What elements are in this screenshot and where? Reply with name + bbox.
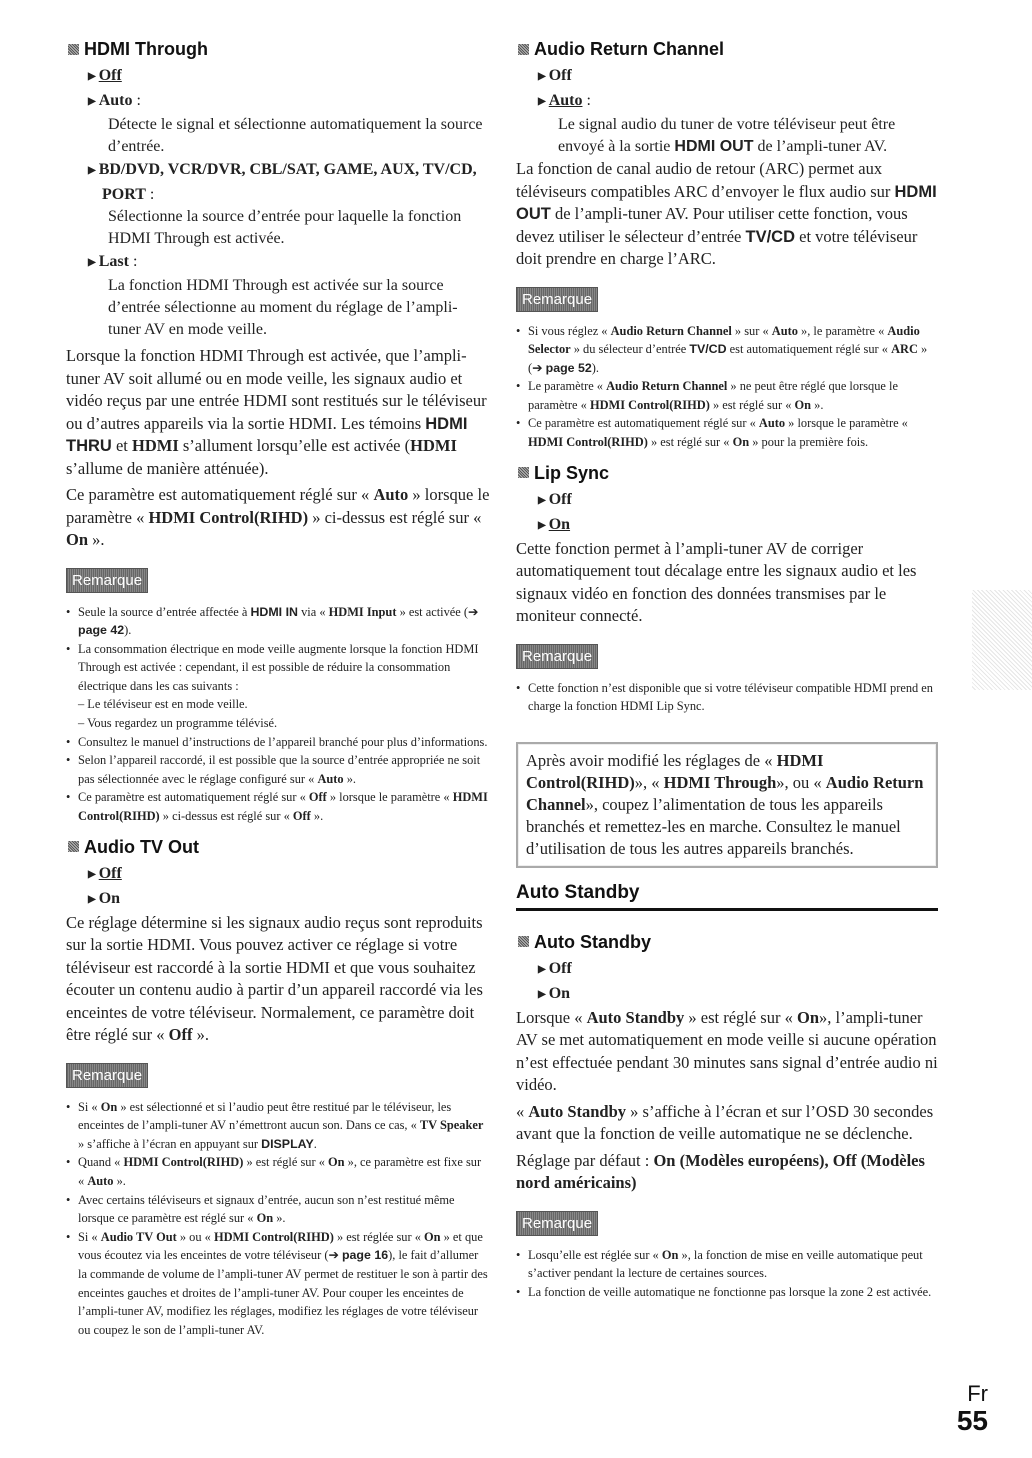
triangle-icon: ▶ (538, 71, 546, 82)
option-on (88, 887, 490, 912)
list-item: • Si vous réglez « Audio Return Channel » sur « Auto », le paramètre « Audio Selector » du sélecteur d’entrée TV/CD est automatiquement réglé sur « ARC » (➔ page 52). (516, 322, 938, 378)
list-item: • La consommation électrique en mode veille augmente lorsque la fonction HDMI Through est activée : cependant, il est possible de réduire la consommation électrique dans les cas suivants : (66, 640, 490, 696)
option-label: On (548, 515, 571, 533)
list-item: • Selon l’appareil raccordé, il est possible que la source d’entrée appropriée ne soit pas sélectionnée avec le réglage configuré sur « Auto ». (66, 751, 490, 788)
section-title: Audio Return Channel (534, 39, 724, 59)
triangle-icon: ▶ (88, 893, 96, 905)
option-label: Off (98, 864, 122, 882)
option-label: Off (548, 490, 572, 508)
section-audio-return-channel (516, 38, 938, 60)
triangle-icon: ▶ (538, 96, 546, 107)
remarque-badge: Remarque (516, 644, 598, 669)
option-label: Off (98, 67, 122, 84)
remarque-badge: Remarque (516, 287, 598, 312)
paragraph: Ce réglage détermine si les signaux audio reçus sont reproduits sur la sortie HDMI. Vous pouvez activer ce réglage si votre téléviseur est raccordé à la sortie HDMI et que vous souhaitez écouter un contenu audio à partir d’un appareil raccordé via les enceintes de votre téléviseur. Normalement, ce paramètre doit être réglé sur « Off ». (66, 912, 483, 1045)
remarque-badge: Remarque (66, 1063, 148, 1088)
option-label: BD/DVD, VCR/DVR, CBL/SAT, GAME, AUX, TV/CD, PORT (98, 161, 477, 203)
option-off (88, 862, 490, 887)
chapter-edge-tab (972, 590, 1032, 690)
right-column (516, 38, 938, 1312)
paragraph: La fonction de canal audio de retour (ARC) permet aux téléviseurs compatibles ARC d’envoyer le flux audio sur HDMI OUT de l’ampli-tuner AV. Pour utiliser cette fonction, vous devez utiliser le sélecteur d’entrée TV/CD et votre téléviseur doit prendre en charge l’ARC. (516, 159, 937, 268)
option-off (538, 957, 938, 982)
option-description: Sélectionne la source d’entrée pour laquelle la fonction HDMI Through est activée. (108, 208, 462, 247)
notes-list (66, 1098, 490, 1340)
square-bullet-icon (518, 936, 529, 947)
list-item: • Consultez le manuel d’instructions de l’appareil branché pour plus d’informations. (66, 733, 490, 752)
paragraph: Lorsque « Auto Standby » est réglé sur « On», l’ampli-tuner AV se met automatiquement en mode veille si aucune opération n’est effectuée pendant 30 minutes sans signal d’entrée audio ni vidéo. (516, 1007, 938, 1095)
list-item: • Losqu’elle est réglée sur « On », la fonction de mise en veille automatique peut s’activer pendant la lecture de certaines sources. (516, 1246, 938, 1283)
option-last: ▶ Last : (88, 253, 138, 270)
paragraph: Réglage par défaut : On (Modèles européens), Off (Modèles nord américains) (516, 1150, 925, 1193)
list-item: • Si « Audio TV Out » ou « HDMI Control(RIHD) » est réglée sur « On » et que vous écoutez via les enceintes de votre téléviseur (➔ page 16), le fait d’allumer la commande de volume de l’ampli-tuner AV permet de restituer le son à partir des enceintes gauches et droites de l’ampli-tuner AV. Pour couper les enceintes de l’ampli-tuner AV, modifiez les réglages, modifiez les réglages de votre téléviseur ou coupez le son de l’ampli-tuner AV. (66, 1228, 490, 1340)
triangle-icon: ▶ (88, 71, 96, 82)
section-title: Auto Standby (534, 931, 651, 952)
option-label: Off (548, 959, 572, 977)
triangle-icon: ▶ (538, 519, 546, 531)
list-item: • Cette fonction n’est disponible que si votre téléviseur compatible HDMI prend en charge la fonction HDMI Lip Sync. (516, 679, 938, 716)
notes-list (516, 322, 938, 452)
triangle-icon: ▶ (538, 963, 546, 975)
language-code: Fr (967, 1381, 988, 1406)
square-bullet-icon (68, 44, 79, 55)
notes-list (66, 603, 490, 826)
option-description: Détecte le signal et sélectionne automatiquement la source d’entrée. (108, 116, 483, 155)
section-title: Lip Sync (534, 462, 610, 483)
option-label: Off (548, 67, 572, 84)
option-on (538, 982, 938, 1007)
option-label: Auto (98, 92, 133, 109)
remarque-badge: Remarque (66, 568, 148, 593)
section-hdmi-through (66, 38, 490, 60)
option-label: On (548, 984, 571, 1002)
remarque-badge: Remarque (516, 1211, 598, 1236)
square-bullet-icon (518, 467, 529, 478)
triangle-icon: ▶ (88, 96, 96, 107)
list-item: • Si « On » est sélectionné et si l’audio peut être restitué par le téléviseur, les enceintes de l’ampli-tuner AV n’émettront aucun son. Dans ce cas, « TV Speaker » s’affiche à l’écran en appuyant sur DISPLAY. (66, 1098, 490, 1154)
option-description: La fonction HDMI Through est activée sur la source d’entrée sélectionne au moment du réglage de l’ampli-tuner AV en mode veille. (108, 277, 458, 338)
square-bullet-icon (518, 44, 529, 55)
option-off (538, 64, 938, 89)
list-item: • Le paramètre « Audio Return Channel » ne peut être réglé que lorsque le paramètre « HDMI Control(RIHD) » est réglé sur « On ». (516, 377, 938, 414)
list-item: • La fonction de veille automatique ne fonctionne pas lorsque la zone 2 est activée. (516, 1283, 938, 1302)
paragraph: Lorsque la fonction HDMI Through est activée, que l’ampli-tuner AV soit allumé ou en mode veille, les signaux audio et vidéo reçus par une entrée HDMI sont restitués sur le téléviseur ou d’autres appareils via la sortie HDMI. Les témoins HDMI THRU et HDMI s’allument lorsqu’elle est activée (HDMI s’allume de manière atténuée). (66, 346, 487, 478)
list-item: • Ce paramètre est automatiquement réglé sur « Off » lorsque le paramètre « HDMI Control(RIHD) » ci-dessus est réglé sur « Off ». (66, 788, 490, 825)
section-title: Audio TV Out (84, 836, 199, 857)
section-title: HDMI Through (84, 39, 208, 59)
option-label: On (98, 889, 121, 907)
list-item: • Quand « HDMI Control(RIHD) » est réglé sur « On », ce paramètre est fixe sur « Auto ». (66, 1153, 490, 1190)
option-auto: ▶ Auto : (88, 92, 141, 109)
section-lip-sync (516, 462, 938, 484)
list-item: • Ce paramètre est automatiquement réglé sur « Auto » lorsque le paramètre « HDMI Control(RIHD) » est réglé sur « On » pour la première fois. (516, 414, 938, 451)
option-off (538, 488, 938, 513)
square-bullet-icon (68, 841, 79, 852)
left-column (66, 38, 490, 1349)
notes-list (516, 1246, 938, 1302)
option-on (538, 513, 938, 538)
section-auto-standby (516, 931, 938, 953)
section-audio-tv-out (66, 836, 490, 858)
paragraph: Ce paramètre est automatiquement réglé sur « Auto » lorsque le paramètre « HDMI Control(RIHD) » ci-dessus est réglé sur « On ». (66, 485, 490, 549)
option-auto: ▶ Auto : (538, 92, 591, 109)
paragraph: Cette fonction permet à l’ampli-tuner AV de corriger automatiquement tout décalage entre les signaux audio et les signaux vidéo en fonction des données transmises par le moniteur connecté. (516, 538, 917, 626)
option-off (88, 64, 490, 89)
triangle-icon: ▶ (538, 988, 546, 1000)
notice-box: Après avoir modifié les réglages de « HDMI Control(RIHD)», « HDMI Through», ou « Audio Return Channel», coupez l’alimentation de tous les appareils branchés et remettez-les en marche. Consultez le manuel d’utilisation de tous les autres appareils branchés. (516, 742, 938, 868)
paragraph: « Auto Standby » s’affiche à l’écran et sur l’OSD 30 secondes avant que la fonction de veille automatique ne se déclenche. (516, 1101, 934, 1144)
page-number-tag (957, 1382, 988, 1436)
option-label: Auto (548, 92, 583, 109)
triangle-icon: ▶ (88, 165, 96, 176)
option-description: Le signal audio du tuner de votre téléviseur peut être envoyé à la sortie HDMI OUT de l’ampli-tuner AV. (558, 116, 896, 155)
list-item: • Avec certains téléviseurs et signaux d’entrée, aucun son n’est restitué même lorsque ce paramètre est réglé sur « On ». (66, 1191, 490, 1228)
page-number: 55 (956, 1405, 988, 1436)
list-item: • Seule la source d’entrée affectée à HDMI IN via « HDMI Input » est activée (➔ page 42). (66, 603, 490, 640)
list-item: – Vous regardez un programme télévisé. (78, 716, 278, 731)
option-label: Last (98, 253, 129, 270)
option-ports: ▶ BD/DVD, VCR/DVR, CBL/SAT, GAME, AUX, TV/CD, PORT : (88, 161, 477, 203)
triangle-icon: ▶ (88, 868, 96, 880)
triangle-icon: ▶ (88, 257, 96, 268)
list-item: – Le téléviseur est en mode veille. (78, 697, 248, 712)
triangle-icon: ▶ (538, 494, 546, 506)
notes-list (516, 679, 938, 716)
chapter-heading: Auto Standby (516, 882, 938, 911)
